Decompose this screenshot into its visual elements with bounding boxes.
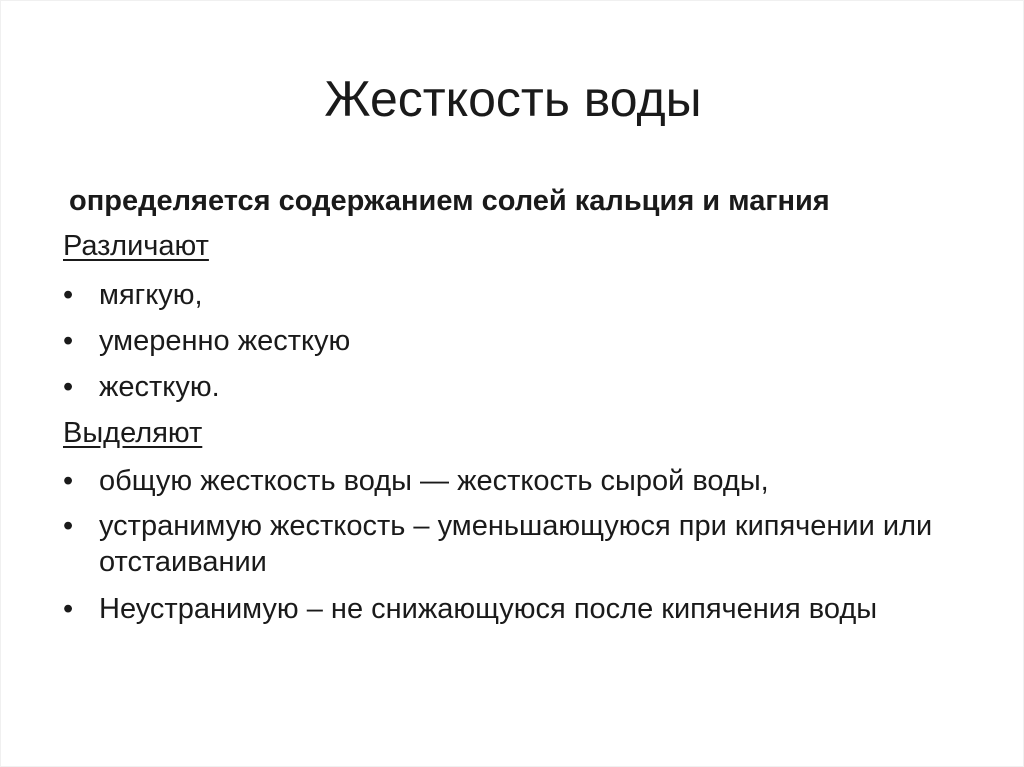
list-item-text: устранимую жесткость – уменьшающуюся при кипячении или отстаивании — [99, 510, 933, 578]
list-item — [63, 323, 979, 359]
bullet-icon: • — [63, 371, 74, 403]
bullet-icon: • — [63, 325, 74, 357]
list-item — [63, 591, 979, 627]
bullet-icon: • — [63, 279, 74, 311]
bullet-icon: • — [63, 510, 74, 542]
list-item — [63, 463, 979, 499]
list-item — [63, 369, 979, 405]
bullet-icon: • — [63, 465, 74, 497]
list-item-text: жесткую. — [99, 371, 220, 403]
list-item — [63, 508, 979, 580]
list-item-text: умеренно жесткую — [99, 325, 351, 357]
bullet-icon: • — [63, 593, 74, 625]
section-heading-highlight: Выделяют — [63, 417, 203, 449]
list-item — [63, 277, 979, 313]
list-item-text: мягкую, — [99, 279, 203, 311]
section-heading-distinguish: Различают — [63, 230, 209, 262]
list-item-text: общую жесткость воды — жесткость сырой воды, — [99, 465, 769, 497]
list-item-text: Неустранимую – не снижающуюся после кипячения воды — [99, 593, 878, 625]
slide-subtitle: определяется содержанием солей кальция и магния — [69, 185, 830, 217]
slide-title: Жесткость воды — [324, 71, 702, 127]
